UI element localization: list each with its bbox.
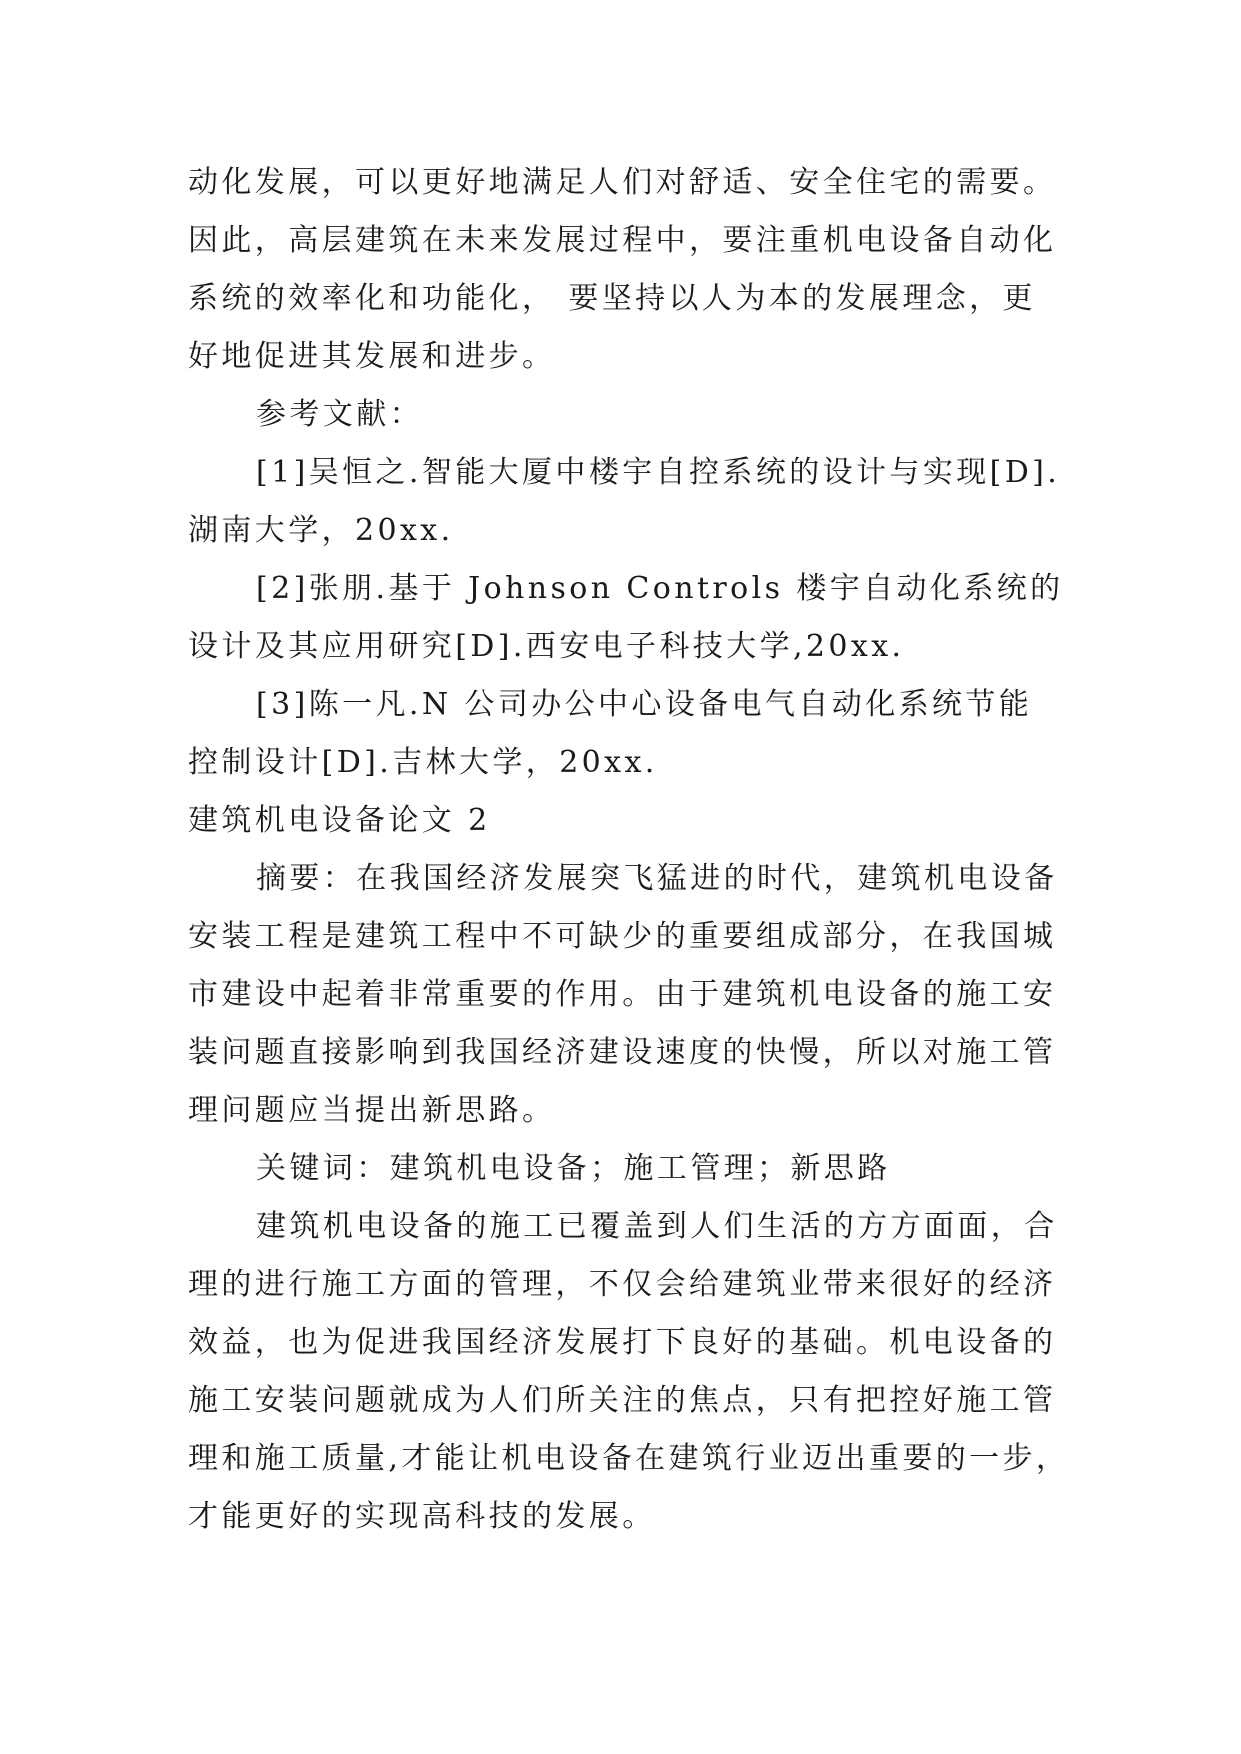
abstract-paragraph: [188, 850, 1068, 1140]
references-section: [188, 386, 1068, 792]
document-body: [188, 154, 1068, 1546]
text-line: 施工安装问题就成为人们所关注的焦点，只有把控好施工管: [188, 1383, 1057, 1418]
text-line: 摘要：在我国经济发展突飞猛进的时代，建筑机电设备: [256, 861, 1058, 896]
text-line: 理和施工质量,才能让机电设备在建筑行业迈出重要的一步，: [188, 1441, 1070, 1476]
text-line: 安装工程是建筑工程中不可缺少的重要组成部分，在我国城: [188, 919, 1057, 954]
reference-item: [1]吴恒之.智能大厦中楼宇自控系统的设计与实现[D].: [256, 455, 1061, 490]
text-line: 因此，高层建筑在未来发展过程中，要注重机电设备自动化: [188, 223, 1057, 258]
references-title: 参考文献：: [256, 397, 423, 432]
text-line: 装问题直接影响到我国经济建设速度的快慢，所以对施工管: [188, 1035, 1057, 1070]
text-line: 理问题应当提出新思路。: [188, 1093, 556, 1128]
text-line: 建筑机电设备的施工已覆盖到人们生活的方方面面，合: [256, 1209, 1058, 1244]
reference-item: [2]张朋.基于 Johnson Controls 楼宇自动化系统的: [256, 571, 1064, 606]
text-line: 动化发展，可以更好地满足人们对舒适、安全住宅的需要。: [188, 165, 1057, 200]
text-line: 才能更好的实现高科技的发展。: [188, 1499, 656, 1534]
text-line: 市建设中起着非常重要的作用。由于建筑机电设备的施工安: [188, 977, 1057, 1012]
reference-item-continuation: 设计及其应用研究[D].西安电子科技大学,20xx.: [188, 629, 905, 664]
text-line: 好地促进其发展和进步。: [188, 339, 556, 374]
paragraph-conclusion: [188, 154, 1068, 386]
section-title: 建筑机电设备论文 2: [188, 803, 491, 838]
text-line: 理的进行施工方面的管理，不仅会给建筑业带来很好的经济: [188, 1267, 1057, 1302]
body-paragraph: [188, 1198, 1068, 1546]
reference-item-continuation: 湖南大学，20xx.: [188, 513, 454, 548]
text-line: 系统的效率化和功能化， 要坚持以人为本的发展理念，更: [188, 281, 1036, 316]
reference-item-continuation: 控制设计[D].吉林大学，20xx.: [188, 745, 658, 780]
text-line: 效益，也为促进我国经济发展打下良好的基础。机电设备的: [188, 1325, 1057, 1360]
reference-item: [3]陈一凡.N 公司办公中心设备电气自动化系统节能: [256, 687, 1033, 722]
keywords-line: 关键词：建筑机电设备；施工管理；新思路: [256, 1151, 891, 1186]
